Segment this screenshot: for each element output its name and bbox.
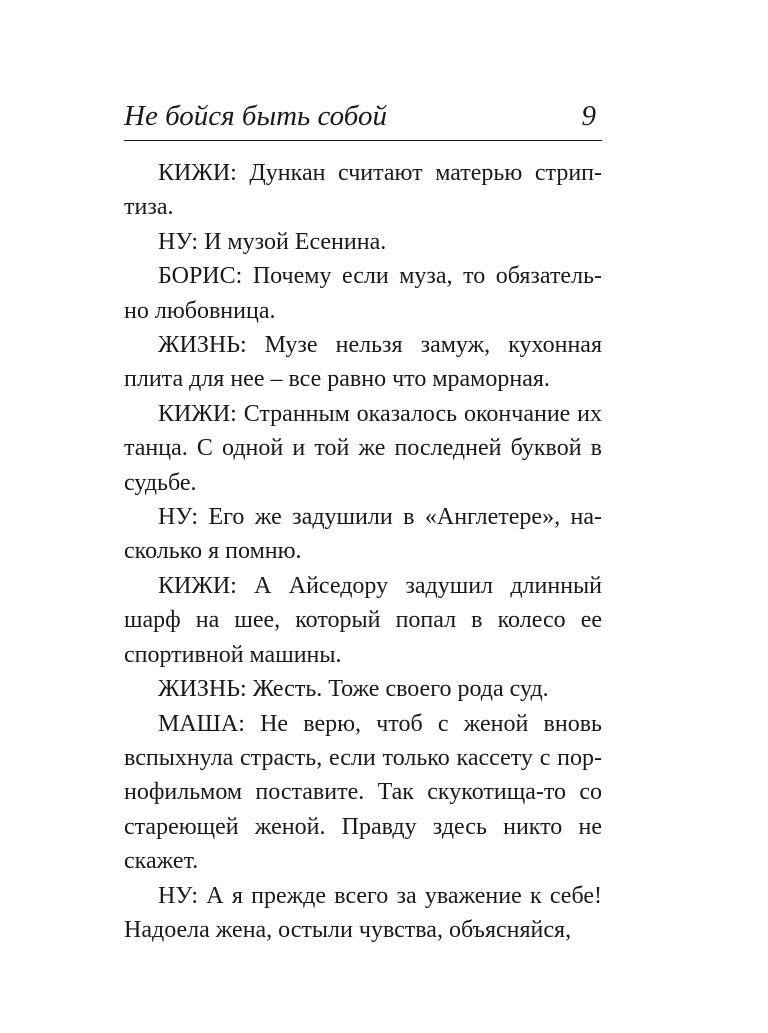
header-rule <box>124 140 602 141</box>
paragraph: НУ: А я прежде всего за уважение к себе! Надоела жена, остыли чувства, объясняйся, <box>124 882 602 943</box>
paragraph: ЖИЗНЬ: Музе нельзя замуж, кухонная плита для нее – все равно что мраморная. <box>124 332 602 393</box>
paragraph: НУ: Его же задушили в «Англетере», на-сколько я помню. <box>124 504 602 565</box>
paragraph: БОРИС: Почему если муза, то обязатель-но любовница. <box>124 263 602 324</box>
paragraph: КИЖИ: А Айседору задушил длинный шарф на шее, который попал в колесо ее спортивной машины. <box>124 572 602 668</box>
paragraph: КИЖИ: Странным оказалось окончание их танца. С одной и той же последней буквой в судьбе. <box>124 400 602 496</box>
page-number: 9 <box>581 100 596 132</box>
text-body <box>124 156 602 947</box>
paragraph: КИЖИ: Дункан считают матерью стрип-тиза. <box>124 160 602 221</box>
paragraph: НУ: И музой Есенина. <box>158 228 387 255</box>
running-head <box>124 96 602 136</box>
running-title: Не бойся быть собой <box>124 100 387 132</box>
paragraph: ЖИЗНЬ: Жесть. Тоже своего рода суд. <box>158 676 549 703</box>
paragraph: МАША: Не верю, чтоб с женой вновь вспыхнула страсть, если только кассету с пор-нофильмом поставите. Так скукотища-то со стареющей женой. Правду здесь никто не скажет. <box>124 710 602 875</box>
